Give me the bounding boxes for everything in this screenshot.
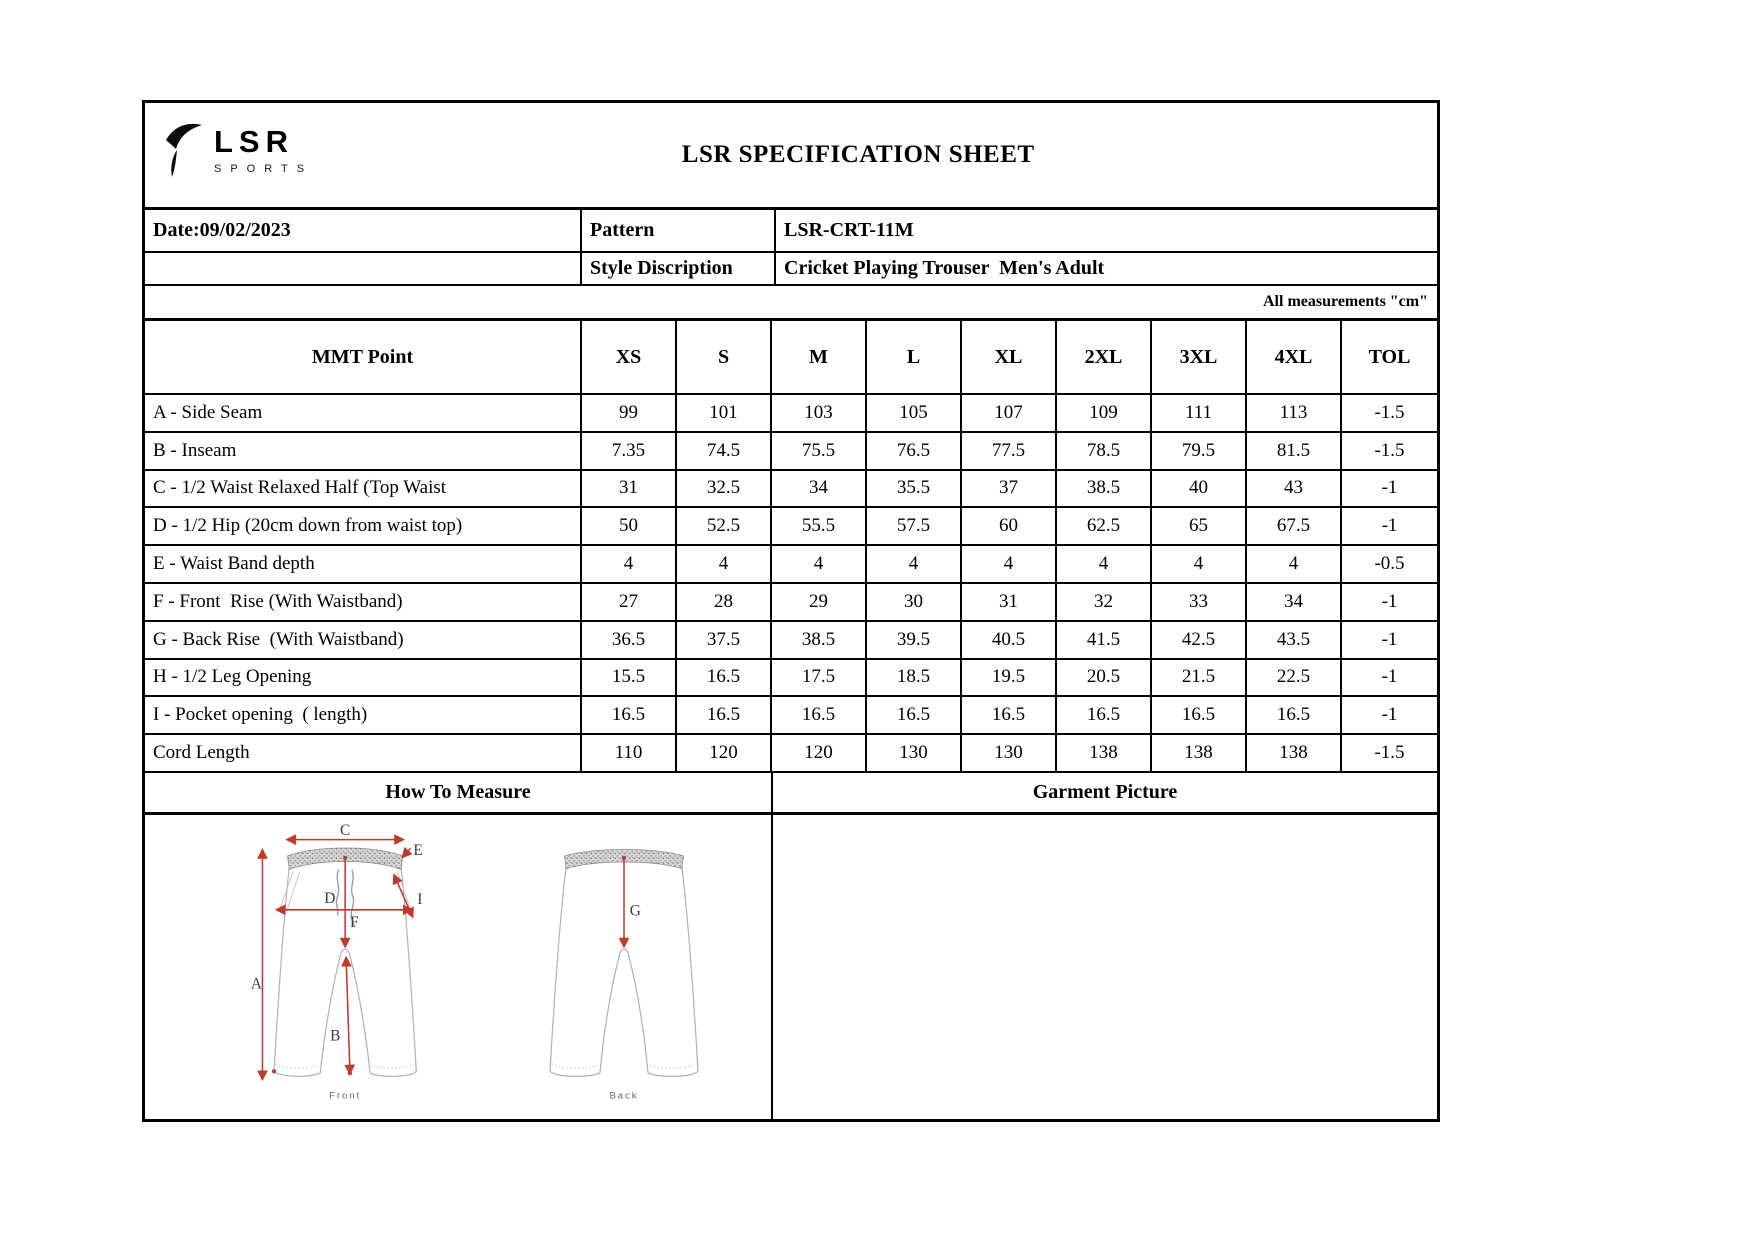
size-value-cell: 107: [962, 395, 1057, 431]
table-row: [145, 546, 1437, 584]
size-value-cell: 32.5: [677, 471, 772, 507]
size-value-cell: 57.5: [867, 508, 962, 544]
style-row: [145, 253, 1437, 286]
size-value-cell: 50: [582, 508, 677, 544]
size-value-cell: 31: [962, 584, 1057, 620]
pattern-label: Pattern: [582, 210, 776, 251]
size-value-cell: 29: [772, 584, 867, 620]
size-value-cell: 21.5: [1152, 660, 1247, 696]
diagram-label-a: A: [250, 975, 263, 993]
page-title: LSR SPECIFICATION SHEET: [681, 141, 1035, 168]
size-value-cell: -1: [1381, 704, 1398, 726]
how-to-measure-cell: [145, 815, 773, 1119]
measurement-diagram: [249, 823, 749, 1112]
size-value-cell: 16.5: [1247, 697, 1342, 733]
section-header-row: [145, 773, 1437, 815]
size-value-cell: 113: [1247, 395, 1342, 431]
col-header: 2XL: [1057, 321, 1152, 393]
table-row: [145, 697, 1437, 735]
size-value-cell: 4: [772, 546, 867, 582]
logo-wordmark: [214, 123, 314, 175]
size-value-cell: 34: [1247, 584, 1342, 620]
size-value-cell: 30: [867, 584, 962, 620]
mmt-point-label: Cord Length: [145, 735, 582, 771]
size-value-cell: 16.5: [1057, 697, 1152, 733]
diagram-label-d: D: [324, 890, 336, 908]
size-value-cell: -1: [1381, 628, 1398, 650]
size-value-cell: 4: [1247, 546, 1342, 582]
size-value-cell: 62.5: [1057, 508, 1152, 544]
table-row: [145, 508, 1437, 546]
sheet-header: [145, 103, 1437, 210]
diagram-label-g: G: [629, 902, 641, 920]
size-value-cell: 40: [1152, 471, 1247, 507]
diagram-label-c: C: [340, 823, 351, 839]
size-value-cell: 52.5: [677, 508, 772, 544]
size-value-cell: 76.5: [867, 433, 962, 469]
size-value-cell: 65: [1152, 508, 1247, 544]
size-value-cell: 36.5: [582, 622, 677, 658]
col-header: L: [867, 321, 962, 393]
size-value-cell: 18.5: [867, 660, 962, 696]
logo-subtext: SPORTS: [214, 162, 314, 175]
garment-picture-cell: [773, 815, 1437, 1119]
style-label: Style Discription: [582, 253, 776, 284]
size-value-cell: 105: [867, 395, 962, 431]
size-value-cell: 38.5: [1057, 471, 1152, 507]
size-value-cell: -0.5: [1374, 553, 1405, 575]
size-value-cell: 120: [677, 735, 772, 771]
size-value-cell: 101: [677, 395, 772, 431]
size-value-cell: 74.5: [677, 433, 772, 469]
logo-text: LSR: [214, 123, 294, 159]
size-value-cell: 16.5: [582, 697, 677, 733]
how-to-measure-header: How To Measure: [145, 773, 773, 812]
table-row: [145, 660, 1437, 698]
col-header: 4XL: [1247, 321, 1342, 393]
mmt-point-label: I - Pocket opening ( length): [145, 697, 582, 733]
mmt-point-label: C - 1/2 Waist Relaxed Half (Top Waist: [145, 471, 582, 507]
size-value-cell: 4: [962, 546, 1057, 582]
date-pattern-row: [145, 210, 1437, 253]
size-value-cell: 7.35: [582, 433, 677, 469]
size-value-cell: 43: [1247, 471, 1342, 507]
size-value-cell: 79.5: [1152, 433, 1247, 469]
mmt-point-label: F - Front Rise (With Waistband): [145, 584, 582, 620]
size-value-cell: 75.5: [772, 433, 867, 469]
size-value-cell: 37: [962, 471, 1057, 507]
size-value-cell: 130: [867, 735, 962, 771]
size-value-cell: 78.5: [1057, 433, 1152, 469]
size-value-cell: 31: [582, 471, 677, 507]
size-value-cell: 16.5: [772, 697, 867, 733]
mmt-point-label: E - Waist Band depth: [145, 546, 582, 582]
size-value-cell: -1.5: [1374, 742, 1405, 764]
size-value-cell: 130: [962, 735, 1057, 771]
size-value-cell: 138: [1152, 735, 1247, 771]
size-value-cell: 4: [677, 546, 772, 582]
size-value-cell: 35.5: [867, 471, 962, 507]
brand-logo: [163, 119, 313, 181]
size-table-body: [145, 395, 1437, 773]
size-value-cell: 28: [677, 584, 772, 620]
size-value-cell: 39.5: [867, 622, 962, 658]
mmt-point-label: B - Inseam: [145, 433, 582, 469]
table-row: [145, 471, 1437, 509]
size-value-cell: 16.5: [677, 697, 772, 733]
date-label: Date:09/02/2023: [145, 210, 582, 251]
pattern-value: LSR-CRT-11M: [784, 219, 914, 241]
size-value-cell: -1: [1381, 515, 1398, 537]
garment-picture-header: Garment Picture: [1032, 781, 1178, 803]
table-row: [145, 622, 1437, 660]
front-caption: Front: [329, 1090, 362, 1102]
col-header: M: [772, 321, 867, 393]
size-value-cell: 41.5: [1057, 622, 1152, 658]
size-value-cell: 38.5: [772, 622, 867, 658]
size-value-cell: 37.5: [677, 622, 772, 658]
size-value-cell: 42.5: [1152, 622, 1247, 658]
diagram-label-b: B: [330, 1027, 341, 1045]
size-value-cell: 4: [867, 546, 962, 582]
col-header: TOL: [1368, 345, 1411, 368]
diagram-label-e: E: [413, 842, 423, 859]
size-value-cell: 15.5: [582, 660, 677, 696]
size-value-cell: 120: [772, 735, 867, 771]
size-value-cell: 67.5: [1247, 508, 1342, 544]
col-header: MMT Point: [145, 321, 582, 393]
size-value-cell: -1: [1381, 477, 1398, 499]
table-row: [145, 735, 1437, 773]
col-header: S: [677, 321, 772, 393]
size-value-cell: 103: [772, 395, 867, 431]
size-value-cell: 4: [1152, 546, 1247, 582]
size-value-cell: 77.5: [962, 433, 1057, 469]
size-value-cell: 55.5: [772, 508, 867, 544]
size-value-cell: 4: [582, 546, 677, 582]
size-value-cell: 60: [962, 508, 1057, 544]
size-table-header: [145, 321, 1437, 395]
size-value-cell: 43.5: [1247, 622, 1342, 658]
size-value-cell: 138: [1057, 735, 1152, 771]
mmt-point-label: D - 1/2 Hip (20cm down from waist top): [145, 508, 582, 544]
col-header: XL: [962, 321, 1057, 393]
mmt-point-label: G - Back Rise (With Waistband): [145, 622, 582, 658]
back-caption: Back: [609, 1090, 639, 1102]
diagram-label-f: F: [349, 914, 359, 932]
size-value-cell: -1: [1381, 590, 1398, 612]
size-value-cell: 109: [1057, 395, 1152, 431]
size-value-cell: 16.5: [867, 697, 962, 733]
size-value-cell: 33: [1152, 584, 1247, 620]
size-value-cell: 111: [1152, 395, 1247, 431]
table-row: [145, 584, 1437, 622]
mmt-point-label: H - 1/2 Leg Opening: [145, 660, 582, 696]
front-trouser-drawing: [251, 823, 423, 1101]
size-value-cell: 40.5: [962, 622, 1057, 658]
specification-sheet: [142, 100, 1440, 1122]
size-value-cell: 81.5: [1247, 433, 1342, 469]
size-value-cell: -1.5: [1374, 439, 1405, 461]
size-value-cell: 16.5: [1152, 697, 1247, 733]
picture-row: [145, 815, 1437, 1119]
back-trouser-drawing: [550, 849, 698, 1101]
size-value-cell: 138: [1247, 735, 1342, 771]
size-value-cell: 16.5: [677, 660, 772, 696]
style-value: Cricket Playing Trouser Men's Adult: [784, 257, 1105, 279]
size-value-cell: 99: [582, 395, 677, 431]
swoosh-icon: [163, 119, 205, 181]
size-value-cell: 17.5: [772, 660, 867, 696]
col-header: XS: [582, 321, 677, 393]
size-value-cell: 32: [1057, 584, 1152, 620]
diagram-label-i: I: [417, 891, 423, 909]
size-value-cell: -1.5: [1374, 401, 1405, 423]
size-value-cell: 4: [1057, 546, 1152, 582]
style-empty-cell: [145, 253, 582, 284]
table-row: [145, 433, 1437, 471]
size-value-cell: 16.5: [962, 697, 1057, 733]
col-header: 3XL: [1152, 321, 1247, 393]
size-value-cell: 110: [582, 735, 677, 771]
measurements-note: All measurements "cm": [145, 286, 1437, 321]
mmt-point-label: A - Side Seam: [145, 395, 582, 431]
table-row: [145, 395, 1437, 433]
size-value-cell: 20.5: [1057, 660, 1152, 696]
size-value-cell: -1: [1381, 666, 1398, 688]
size-value-cell: 34: [772, 471, 867, 507]
size-value-cell: 22.5: [1247, 660, 1342, 696]
size-value-cell: 27: [582, 584, 677, 620]
size-value-cell: 19.5: [962, 660, 1057, 696]
